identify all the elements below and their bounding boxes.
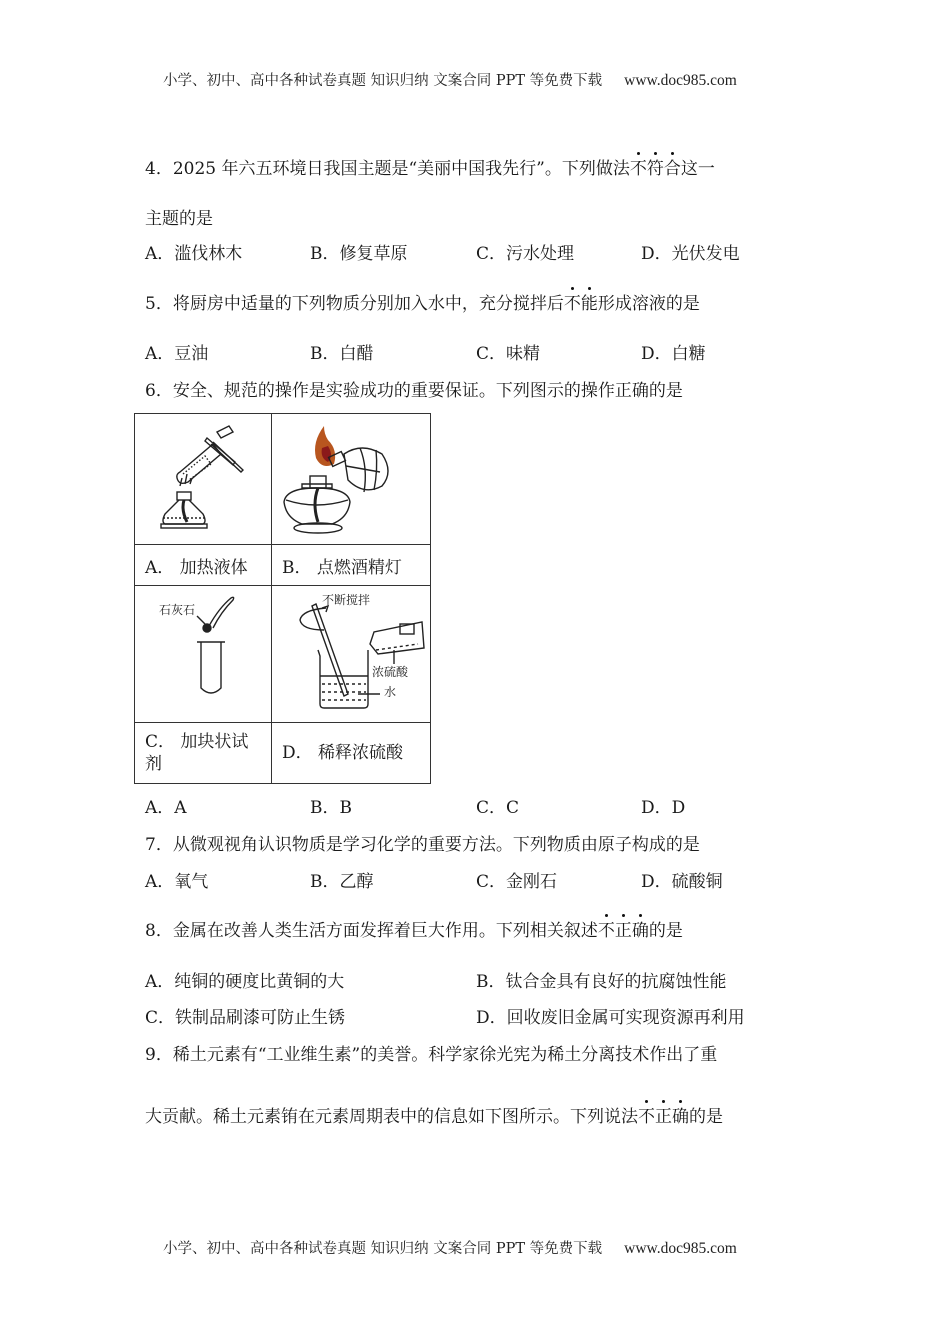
q8-option-a[interactable]: [145, 971, 344, 993]
emphasis-char: 正: [614, 921, 632, 941]
question-5-stem: [145, 293, 700, 315]
option-label: A．: [145, 244, 175, 264]
q6-option-a[interactable]: [145, 797, 187, 819]
cell-label-text: B． 点燃酒精灯: [282, 557, 402, 578]
option-label: C．: [476, 872, 507, 892]
stem-text: 大贡献。稀土元素铕在元素周期表中的信息如下图所示。下列说法: [145, 1107, 638, 1127]
figure-cell-d-label: [272, 723, 431, 784]
stem-text: 的是: [689, 1107, 723, 1127]
option-text: 豆油: [174, 344, 209, 364]
acid-label: 浓硫酸: [372, 665, 409, 679]
emphasis-char: 符: [646, 159, 664, 179]
diluting-acid-icon: [272, 586, 430, 722]
page-header: [163, 69, 737, 90]
q5-option-c[interactable]: [476, 343, 540, 365]
stem-text: 稀土元素有“工业维生素”的美誉。科学家徐光宪为稀土分离技术作出了重: [172, 1045, 718, 1065]
option-text: 回收废旧金属可实现资源再利用: [506, 1008, 745, 1028]
option-text: 白糖: [671, 344, 706, 364]
question-number: 6．: [145, 381, 173, 401]
option-label: A．: [145, 798, 175, 818]
emphasis-char: 确: [672, 1107, 689, 1127]
footer-text: 小学、初中、高中各种试卷真题 知识归纳 文案合同 PPT 等免费下载: [163, 1241, 603, 1257]
figure-cell-a-label: [135, 545, 272, 586]
option-label: D．: [476, 1008, 507, 1028]
option-label: A．: [145, 344, 175, 364]
option-label: B．: [310, 798, 340, 818]
heating-liquid-icon: [135, 414, 271, 544]
emphasis-char: 正: [655, 1107, 672, 1127]
option-text: C: [506, 798, 520, 818]
q6-option-b[interactable]: [310, 797, 352, 819]
q5-option-b[interactable]: [310, 343, 374, 365]
option-label: B．: [310, 872, 340, 892]
question-number: 7．: [145, 835, 173, 855]
figure-cell-b-image: [272, 414, 431, 545]
option-label: B．: [310, 244, 340, 264]
adding-solid-icon: [135, 586, 271, 722]
footer-url: www.doc985.com: [624, 1240, 737, 1257]
option-text: 味精: [506, 344, 541, 364]
option-label: D．: [641, 344, 672, 364]
stem-text: 金属在改善人类生活方面发挥着巨大作用。下列相关叙述: [172, 921, 598, 941]
option-text: 修复草原: [339, 244, 408, 264]
stem-text: 从微观视角认识物质是学习化学的重要方法。下列物质由原子构成的是: [172, 835, 700, 855]
option-label: D．: [641, 244, 672, 264]
question-7-stem: [145, 834, 700, 856]
stem-text: 的是: [648, 921, 683, 941]
q5-option-a[interactable]: [145, 343, 208, 365]
question-9-stem: [145, 1044, 717, 1066]
q7-option-d[interactable]: [641, 871, 723, 893]
option-text: 光伏发电: [671, 244, 740, 264]
cell-label-text: A． 加热液体: [145, 557, 248, 578]
emphasis-char: 不: [597, 921, 615, 941]
question-4-stem-line2: 主题的是: [145, 209, 213, 229]
question-4-stem: [145, 158, 715, 180]
q6-option-d[interactable]: [641, 797, 685, 819]
option-label: A．: [145, 972, 175, 992]
option-text: B: [339, 798, 352, 818]
question-number: 5．: [145, 294, 173, 314]
question-9-stem-line2: [145, 1106, 723, 1128]
stem-text: 将厨房中适量的下列物质分别加入水中，充分搅拌后: [172, 294, 564, 314]
q4-option-a[interactable]: [145, 243, 242, 265]
option-text: 氧气: [174, 872, 209, 892]
q8-option-c[interactable]: [145, 1007, 345, 1029]
stem-text: 这一: [680, 159, 715, 179]
option-text: 铁制品刷漆可防止生锈: [175, 1008, 346, 1028]
q4-option-c[interactable]: [476, 243, 574, 265]
question-number: 9．: [145, 1045, 173, 1065]
water-label: 水: [384, 685, 397, 699]
figure-cell-c-label: [135, 723, 272, 784]
q7-option-a[interactable]: [145, 871, 208, 893]
emphasis-char: 合: [663, 159, 681, 179]
option-label: B．: [310, 344, 340, 364]
option-text: 白醋: [339, 344, 374, 364]
cell-label-text: D． 稀释浓硫酸: [282, 743, 404, 763]
option-text: A: [174, 798, 187, 818]
q7-option-c[interactable]: [476, 871, 557, 893]
cell-label-text: 剂: [145, 754, 162, 774]
option-text: 滥伐林木: [174, 244, 243, 264]
figure-cell-d-image: [272, 586, 431, 723]
stir-label: 不断搅拌: [322, 593, 371, 607]
option-label: C．: [476, 244, 507, 264]
q8-option-d[interactable]: [476, 1007, 745, 1029]
lab-operations-figure-table: [134, 413, 431, 784]
question-number: 4．: [145, 159, 173, 179]
limestone-label: 石灰石: [159, 603, 196, 617]
question-number: 8．: [145, 921, 173, 941]
option-label: C．: [476, 344, 507, 364]
q7-option-b[interactable]: [310, 871, 374, 893]
stem-text: 形成溶液的是: [597, 294, 700, 314]
lighting-alcohol-lamp-icon: [272, 414, 430, 544]
figure-cell-a-image: [135, 414, 272, 545]
option-label: D．: [641, 872, 672, 892]
header-text: 小学、初中、高中各种试卷真题 知识归纳 文案合同 PPT 等免费下载: [163, 73, 603, 89]
emphasis-char: 能: [580, 294, 598, 314]
option-text: 钛合金具有良好的抗腐蚀性能: [505, 972, 727, 992]
option-label: C．: [476, 798, 507, 818]
option-text: 纯铜的硬度比黄铜的大: [174, 972, 345, 992]
q4-option-d[interactable]: [641, 243, 740, 265]
emphasis-char: 不: [563, 294, 581, 314]
option-text: 乙醇: [339, 872, 374, 892]
option-label: D．: [641, 798, 672, 818]
question-8-stem: [145, 920, 683, 942]
q6-option-c[interactable]: [476, 797, 519, 819]
cell-label-text: C． 加块状试: [145, 732, 249, 752]
emphasis-char: 不: [638, 1107, 655, 1127]
q5-option-d[interactable]: [641, 343, 706, 365]
stem-text: 安全、规范的操作是实验成功的重要保证。下列图示的操作正确的是: [172, 381, 683, 401]
q4-option-b[interactable]: [310, 243, 408, 265]
emphasis-char: 确: [631, 921, 649, 941]
page-footer: [163, 1237, 737, 1258]
option-label: A．: [145, 872, 175, 892]
figure-cell-b-label: [272, 545, 431, 586]
question-6-stem: [145, 380, 683, 402]
option-label: C．: [145, 1008, 176, 1028]
option-text: 污水处理: [506, 244, 575, 264]
figure-cell-c-image: [135, 586, 272, 723]
option-label: B．: [476, 972, 506, 992]
option-text: 硫酸铜: [671, 872, 723, 892]
option-text: D: [671, 798, 686, 818]
stem-text: 2025 年六五环境日我国主题是“美丽中国我先行”。下列做法: [172, 159, 630, 179]
header-url: www.doc985.com: [624, 72, 737, 89]
option-text: 金刚石: [506, 872, 558, 892]
emphasis-char: 不: [629, 159, 647, 179]
q8-option-b[interactable]: [476, 971, 727, 993]
